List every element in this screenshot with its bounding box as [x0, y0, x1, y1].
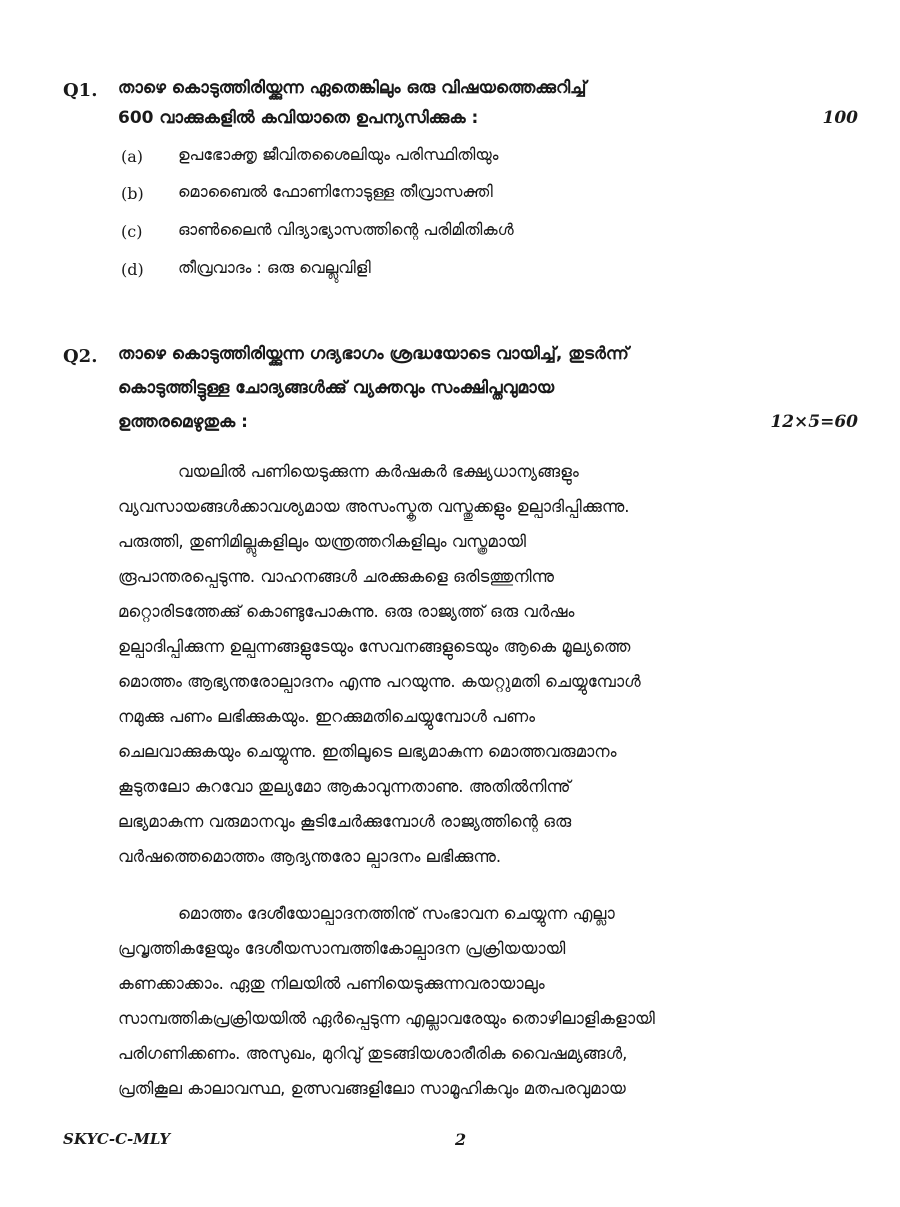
passage-p1-line: നമുക്കു പണം ലഭിക്കുകയും. ഇറക്കുമതിചെയ്യുമ്പോൾ പണം [118, 707, 536, 726]
q1-option-a-text: ഉപഭോക്തൃ ജീവിതശൈലിയും പരിസ്ഥിതിയും [178, 145, 499, 164]
passage-p2-line: പ്രതികൂല കാലാവസ്ഥ, ഉത്സവങ്ങളിലോ സാമൂഹികവും മതപരവുമായ [118, 1079, 626, 1098]
passage-p1-line: പരുത്തി, തുണിമില്ലുകളിലും യന്ത്രത്തറികളിലും വസ്ത്രമായി [118, 532, 526, 551]
q1-option-d-text: തീവ്രവാദം : ഒരു വെല്ലുവിളി [178, 258, 371, 277]
passage-p2-line: പ്രവൃത്തികളേയും ദേശീയസാമ്പത്തികോല്പാദന പ്രക്രിയയായി [118, 939, 566, 958]
passage-p2-line: സാമ്പത്തികപ്രക്രിയയിൽ ഏർപ്പെടുന്ന എല്ലാവരേയും തൊഴിലാളികളായി [118, 1009, 655, 1028]
q1-instruction-line-1: താഴെ കൊടുത്തിരിയ്ക്കുന്ന ഏതെങ്കിലും ഒരു വിഷയത്തെക്കുറിച്ച് [118, 78, 587, 98]
q2-instruction-line-1: താഴെ കൊടുത്തിരിയ്ക്കുന്ന ഗദ്യഭാഗം ശ്രദ്ധയോടെ വായിച്ച്, തുടർന്ന് [118, 344, 629, 364]
q1-option-c-letter: (c) [121, 222, 143, 241]
footer-page-number: 2 [455, 1130, 467, 1149]
passage-p1-line: വയലിൽ പണിയെടുക്കുന്ന കർഷകർ ഭക്ഷ്യധാന്യങ്ങളും [178, 462, 579, 481]
passage-p1-line: രൂപാന്തരപ്പെടുന്നു. വാഹനങ്ങൾ ചരക്കുകളെ ഒരിടത്തുനിന്നു [118, 567, 555, 586]
q1-option-d-letter: (d) [121, 260, 144, 279]
q1-option-b-text: മൊബൈൽ ഫോണിനോടുള്ള തീവ്രാസക്തി [178, 182, 493, 201]
passage-p1-line: വ്യവസായങ്ങൾക്കാവശ്യമായ അസംസ്കൃത വസ്തുക്കളും ഉല്പാദിപ്പിക്കുന്നു. [118, 497, 630, 516]
passage-p1-line: ഉല്പാദിപ്പിക്കുന്ന ഉല്പന്നങ്ങളുടേയും സേവനങ്ങളുടെയും ആകെ മൂല്യത്തെ [118, 637, 631, 656]
q2-number: Q2. [63, 346, 98, 367]
passage-p1-line: വർഷത്തെമൊത്തം ആദ്യന്തരോ ല്പാദനം ലഭിക്കുന്നു. [118, 847, 502, 866]
q1-number: Q1. [63, 80, 98, 101]
passage-p1-line: മറ്റൊരിടത്തേക്കു് കൊണ്ടുപോകുന്നു. ഒരു രാജ്യത്ത് ഒരു വർഷം [118, 602, 575, 621]
passage-p1-line: കൂടുതലോ കുറവോ തുല്യമോ ആകാവുന്നതാണു. അതിൽനിന്നു് [118, 777, 571, 796]
footer-paper-code: SKYC-C-MLY [63, 1130, 171, 1148]
q1-option-a-letter: (a) [121, 147, 144, 166]
q1-option-c-text: ഓൺലൈൻ വിദ്യാഭ്യാസത്തിന്റെ പരിമിതികൾ [178, 220, 514, 239]
passage-p2-line: മൊത്തം ദേശീയോല്പാദനത്തിനു് സംഭാവന ചെയ്യുന്ന എല്ലാ [178, 904, 615, 923]
q2-marks: 12×5=60 [770, 412, 858, 432]
q2-instruction-line-2: കൊടുത്തിട്ടുള്ള ചോദ്യങ്ങൾക്കു് വ്യക്തവും സംക്ഷിപ്തവുമായ [118, 378, 555, 398]
q1-instruction-line-2: 600 വാക്കുകളിൽ കവിയാതെ ഉപന്യസിക്കുക : [118, 108, 479, 128]
passage-p1-line: മൊത്തം ആഭ്യന്തരോല്പാദനം എന്നു പറയുന്നു. കയറ്റുമതി ചെയ്യുമ്പോൾ [118, 672, 641, 691]
q1-marks: 100 [822, 108, 858, 128]
passage-p1-line: ലഭ്യമാകുന്ന വരുമാനവും കൂടിചേർക്കുമ്പോൾ രാജ്യത്തിന്റെ ഒരു [118, 812, 572, 831]
passage-p2-line: കണക്കാക്കാം. ഏതു നിലയിൽ പണിയെടുക്കുന്നവരായാലും [118, 974, 545, 993]
q1-option-b-letter: (b) [121, 184, 144, 203]
q2-instruction-line-3: ഉത്തരമെഴുതുക : [118, 412, 248, 432]
passage-p1-line: ചെലവാക്കുകയും ചെയ്യുന്നു. ഇതിലൂടെ ലഭ്യമാകുന്ന മൊത്തവരുമാനം [118, 742, 617, 761]
passage-p2-line: പരിഗണിക്കണം. അസുഖം, മുറിവു് തുടങ്ങിയശാരീരിക വൈഷമ്യങ്ങൾ, [118, 1044, 628, 1063]
